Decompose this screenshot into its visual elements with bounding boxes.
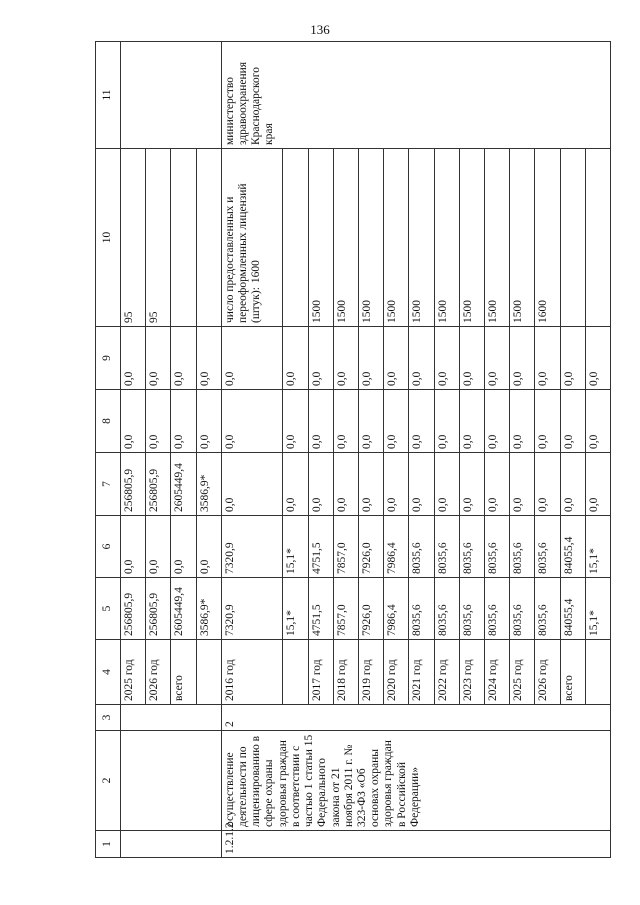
indicator-value-cell (171, 149, 196, 327)
value-cell: 0,0 (221, 390, 283, 453)
value-cell: 0,0 (510, 327, 535, 390)
value-cell: 0,0 (121, 516, 146, 578)
value-cell: 3586,9* (196, 578, 221, 640)
value-cell: 0,0 (484, 327, 509, 390)
period-cell: 2025 год (121, 640, 146, 705)
table-body (96, 42, 611, 858)
value-cell: 2605449,4 (171, 578, 196, 640)
value-cell: 0,0 (283, 453, 308, 516)
value-cell: 0,0 (384, 327, 409, 390)
value-cell: 8035,6 (459, 516, 484, 578)
value-cell: 0,0 (585, 453, 610, 516)
value-cell: 0,0 (283, 390, 308, 453)
value-cell: 7926,0 (359, 578, 384, 640)
indicator-value-cell (560, 149, 585, 327)
value-cell: 0,0 (221, 453, 283, 516)
column-header: 7 (96, 453, 121, 516)
period-cell: 2020 год (384, 640, 409, 705)
value-cell: 0,0 (171, 390, 196, 453)
column-header: 5 (96, 578, 121, 640)
value-cell: 0,0 (384, 453, 409, 516)
indicator-value-cell: 1500 (459, 149, 484, 327)
value-cell: 8035,6 (510, 578, 535, 640)
indicator-value-cell: 95 (121, 149, 146, 327)
period-cell (196, 640, 221, 705)
value-cell: 4751,5 (308, 578, 333, 640)
period-cell: 2022 год (434, 640, 459, 705)
value-cell: 0,0 (146, 516, 171, 578)
value-cell: 0,0 (459, 390, 484, 453)
value-cell: 0,0 (434, 327, 459, 390)
value-cell: 256805,9 (146, 578, 171, 640)
column-header: 11 (96, 42, 121, 149)
value-cell: 8035,6 (484, 578, 509, 640)
value-cell: 0,0 (484, 390, 509, 453)
column-header: 6 (96, 516, 121, 578)
value-cell: 7986,4 (384, 578, 409, 640)
value-cell: 8035,6 (459, 578, 484, 640)
column-header: 1 (96, 831, 121, 858)
value-cell: 0,0 (585, 390, 610, 453)
value-cell: 0,0 (535, 327, 560, 390)
value-cell: 0,0 (196, 327, 221, 390)
column-header: 3 (96, 705, 121, 731)
value-cell: 15,1* (585, 516, 610, 578)
value-cell: 0,0 (535, 453, 560, 516)
value-cell: 0,0 (384, 390, 409, 453)
value-cell: 0,0 (308, 390, 333, 453)
period-cell: 2017 год (308, 640, 333, 705)
column-header: 8 (96, 390, 121, 453)
value-cell: 0,0 (359, 453, 384, 516)
value-cell: 0,0 (434, 453, 459, 516)
empty-cell (121, 42, 222, 149)
value-cell: 0,0 (585, 327, 610, 390)
value-cell: 7857,0 (333, 578, 358, 640)
indicator-value-cell: 1500 (510, 149, 535, 327)
indicator-value: 1600 (250, 260, 263, 284)
empty-cell (121, 731, 222, 831)
value-cell: 0,0 (510, 390, 535, 453)
value-cell: 0,0 (221, 327, 283, 390)
value-cell: 2605449,4 (171, 453, 196, 516)
value-cell: 0,0 (308, 453, 333, 516)
value-cell: 0,0 (333, 453, 358, 516)
value-cell: 0,0 (146, 327, 171, 390)
value-cell: 0,0 (409, 453, 434, 516)
indicator-cell (221, 149, 283, 327)
value-cell: 0,0 (283, 327, 308, 390)
value-cell: 3586,9* (196, 453, 221, 516)
value-cell: 15,1* (283, 578, 308, 640)
period-cell: всего (560, 640, 585, 705)
column-header: 10 (96, 149, 121, 327)
indicator-value-cell (283, 149, 308, 327)
value-cell: 0,0 (409, 327, 434, 390)
page-number: 136 (310, 22, 330, 37)
value-cell: 7926,0 (359, 516, 384, 578)
value-cell: 0,0 (196, 516, 221, 578)
value-cell: 0,0 (171, 516, 196, 578)
period-cell: 2024 год (484, 640, 509, 705)
period-cell: всего (171, 640, 196, 705)
item-description: осуществление деятельности по лицензированию в сфере охраны здоровья граждан в соответствии с частью 1 статьи 15 Федерального закона от 21 ноября 2011 г. № 323-ФЗ «Об основах охраны здоровья граждан в Российской Федерации» (221, 731, 610, 831)
period-cell: 2023 год (459, 640, 484, 705)
table-row (121, 42, 146, 858)
value-cell: 0,0 (459, 327, 484, 390)
value-cell: 84055,4 (560, 578, 585, 640)
value-cell: 8035,6 (535, 516, 560, 578)
value-cell: 0,0 (333, 390, 358, 453)
value-cell: 8035,6 (484, 516, 509, 578)
value-cell: 0,0 (409, 390, 434, 453)
value-cell: 8035,6 (535, 578, 560, 640)
empty-cell (121, 831, 222, 858)
value-cell: 0,0 (121, 327, 146, 390)
value-cell: 8035,6 (409, 578, 434, 640)
value-cell: 7986,4 (384, 516, 409, 578)
value-cell: 256805,9 (121, 453, 146, 516)
empty-cell (121, 705, 222, 731)
indicator-value-cell: 1500 (484, 149, 509, 327)
table-row (221, 42, 283, 858)
rotated-table-container (95, 42, 611, 858)
value-cell: 0,0 (535, 390, 560, 453)
value-cell: 8035,6 (434, 578, 459, 640)
value-cell: 84055,4 (560, 516, 585, 578)
value-cell: 0,0 (434, 390, 459, 453)
value-cell: 4751,5 (308, 516, 333, 578)
value-cell: 0,0 (196, 390, 221, 453)
period-cell (283, 640, 308, 705)
value-cell: 15,1* (283, 516, 308, 578)
header-row (96, 42, 121, 858)
indicator-value-cell: 1500 (434, 149, 459, 327)
value-cell: 0,0 (560, 327, 585, 390)
period-cell: 2021 год (409, 640, 434, 705)
indicator-value-cell: 1500 (308, 149, 333, 327)
value-cell: 0,0 (308, 327, 333, 390)
value-cell: 0,0 (333, 327, 358, 390)
item-col3: 2 (221, 705, 610, 731)
item-code: 1.2.1.2 (221, 831, 610, 858)
value-cell: 8035,6 (510, 516, 535, 578)
value-cell: 0,0 (484, 453, 509, 516)
value-cell: 0,0 (560, 390, 585, 453)
period-cell: 2019 год (359, 640, 384, 705)
indicator-value-cell: 1500 (409, 149, 434, 327)
value-cell: 0,0 (359, 327, 384, 390)
period-cell: 2016 год (221, 640, 283, 705)
value-cell: 0,0 (121, 390, 146, 453)
indicator-value-cell (196, 149, 221, 327)
value-cell: 8035,6 (409, 516, 434, 578)
value-cell: 0,0 (146, 390, 171, 453)
value-cell: 7857,0 (333, 516, 358, 578)
period-cell: 2026 год (535, 640, 560, 705)
value-cell: 8035,6 (434, 516, 459, 578)
indicator-value-cell: 1500 (384, 149, 409, 327)
column-header: 2 (96, 731, 121, 831)
value-cell: 256805,9 (121, 578, 146, 640)
executor-cell: министерство здравоохранения Краснодарского края (221, 42, 610, 149)
period-cell: 2026 год (146, 640, 171, 705)
value-cell: 0,0 (459, 453, 484, 516)
value-cell: 7320,9 (221, 516, 283, 578)
indicator-value-cell (585, 149, 610, 327)
value-cell: 0,0 (510, 453, 535, 516)
column-header: 4 (96, 640, 121, 705)
value-cell: 256805,9 (146, 453, 171, 516)
value-cell: 7320,9 (221, 578, 283, 640)
indicator-label: число предоставленных и переоформленных лицензий (штук): (223, 183, 263, 323)
value-cell: 15,1* (585, 578, 610, 640)
value-cell: 0,0 (560, 453, 585, 516)
value-cell: 0,0 (359, 390, 384, 453)
period-cell: 2018 год (333, 640, 358, 705)
indicator-value-cell: 1500 (333, 149, 358, 327)
indicator-value-cell: 1600 (535, 149, 560, 327)
program-table (95, 41, 611, 858)
period-cell: 2025 год (510, 640, 535, 705)
indicator-value-cell: 95 (146, 149, 171, 327)
indicator-value-cell: 1500 (359, 149, 384, 327)
column-header: 9 (96, 327, 121, 390)
value-cell: 0,0 (171, 327, 196, 390)
period-cell (585, 640, 610, 705)
